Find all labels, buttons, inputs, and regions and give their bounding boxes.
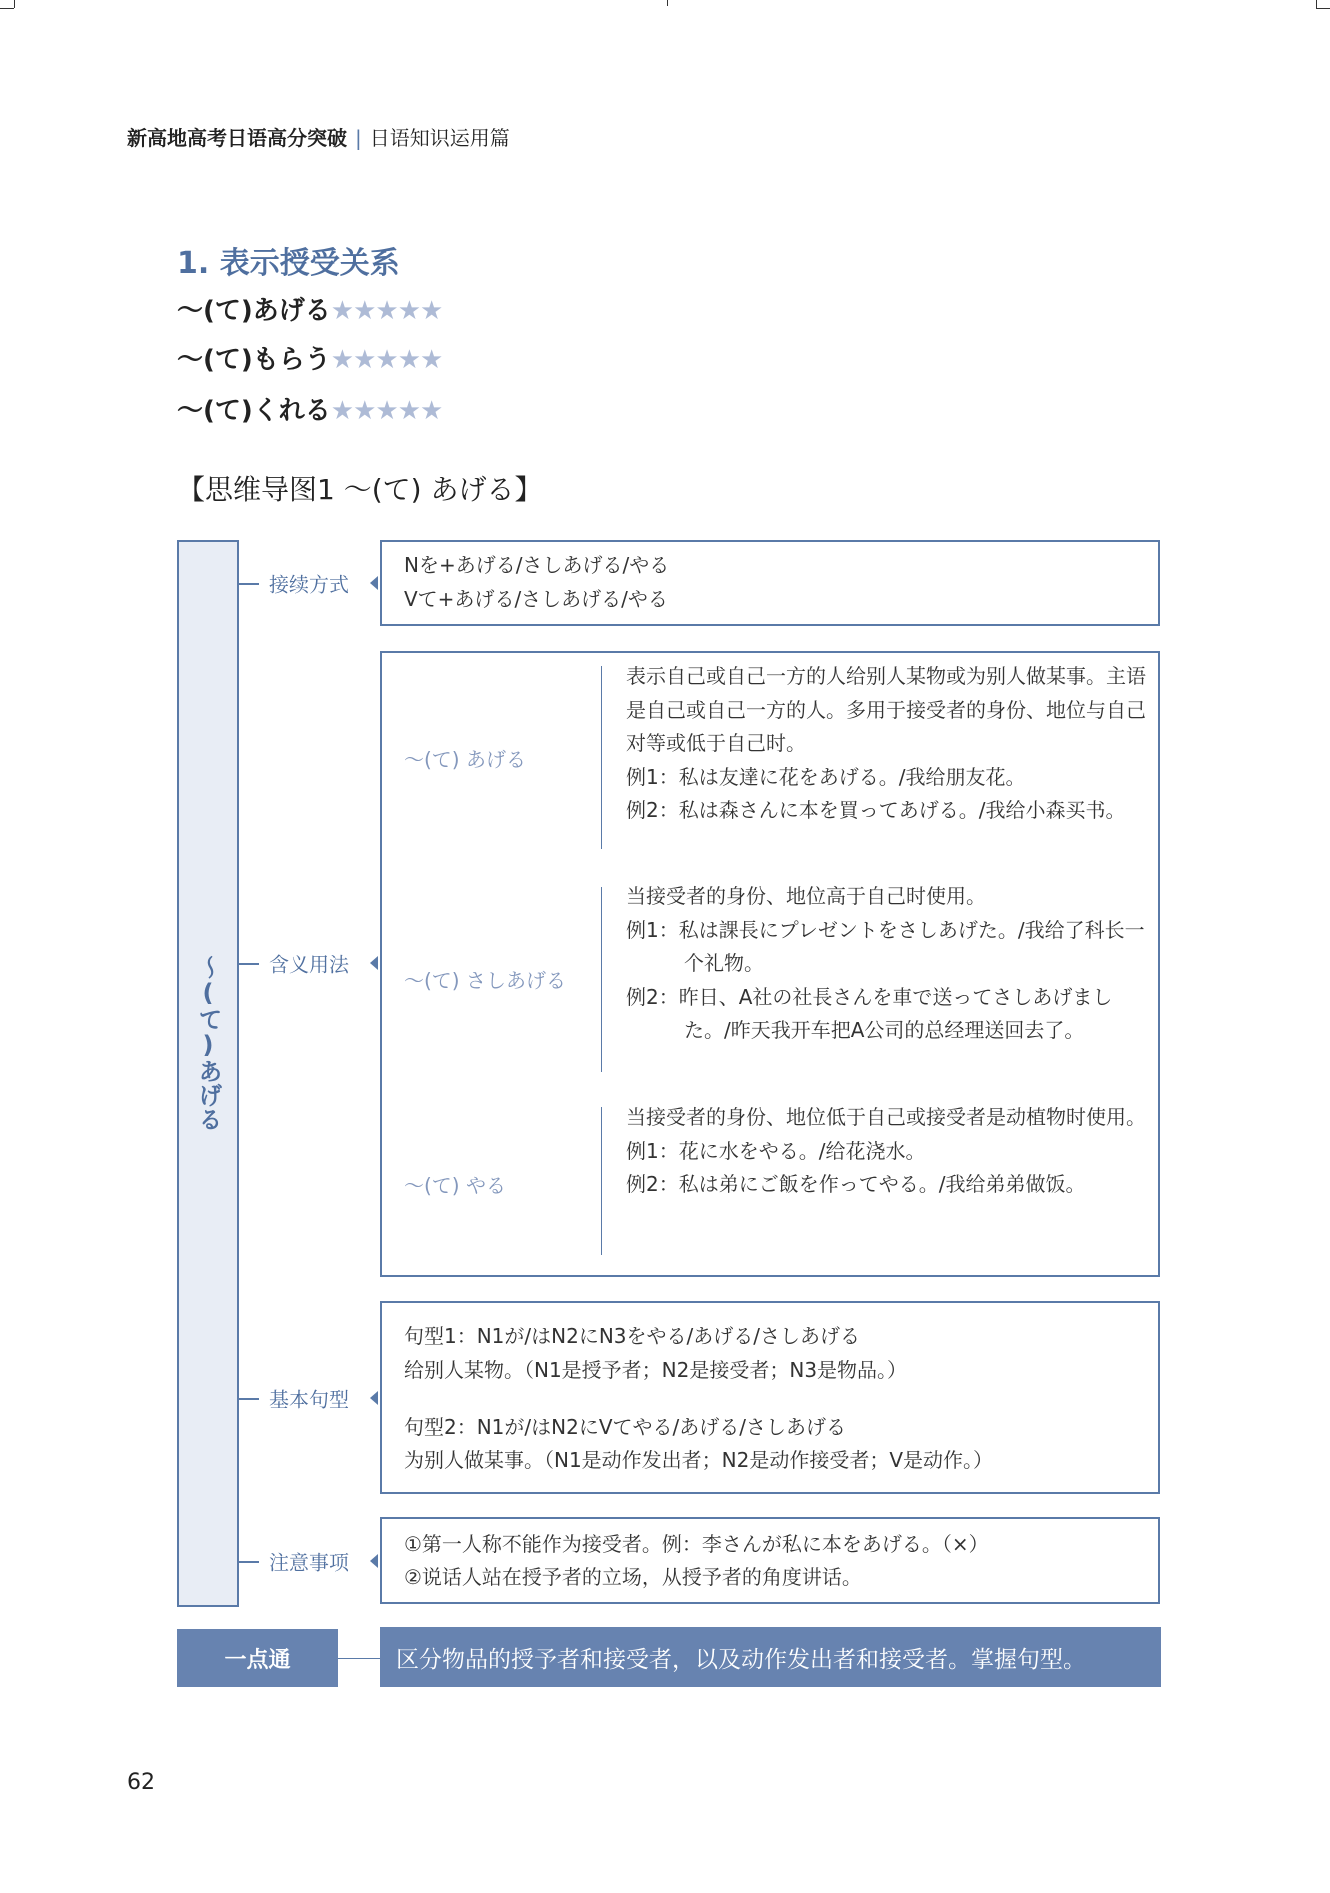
- crop-mark-right-v: [1316, 0, 1317, 8]
- crop-mark-left: [0, 8, 14, 9]
- note-line: ②说话人站在授予者的立场，从授予者的角度讲话。: [404, 1565, 862, 1589]
- grammar-label: ～(て)くれる: [177, 396, 331, 426]
- star-rating: ★★★★★: [330, 296, 443, 326]
- usage-text: 当接受者的身份、地位低于自己或接受者是动植物时使用。: [626, 1105, 1146, 1129]
- crop-mark-left-v: [14, 0, 15, 8]
- divider: [601, 666, 602, 849]
- pattern-line: 句型1：N1が/はN2にN3をやる/あげる/さしあげる: [404, 1324, 860, 1348]
- connection-box: [380, 540, 1160, 626]
- usage-description: [626, 660, 1146, 828]
- notes-box: [380, 1517, 1160, 1604]
- example: 例2：私は弟にご飯を作ってやる。/我给弟弟做饭。: [626, 1172, 1086, 1196]
- grammar-label: ～(て)あげる: [177, 296, 331, 326]
- branch-label-meaning: 含义用法: [269, 952, 349, 977]
- grammar-point: [177, 290, 442, 327]
- example: 例1：私は友達に花をあげる。/我给朋友花。: [626, 764, 1026, 789]
- branch-label-patterns: 基本句型: [269, 1387, 349, 1412]
- grammar-label: ～(て)もらう: [177, 345, 331, 375]
- star-rating: ★★★★★: [330, 345, 443, 375]
- divider: [601, 887, 602, 1072]
- usage-description: [626, 880, 1146, 1048]
- divider: [601, 1107, 602, 1255]
- branch-connector: [239, 1398, 259, 1400]
- arrow-marker-icon: [370, 576, 378, 590]
- header-separator: |: [355, 126, 362, 150]
- tip-label: 一点通: [177, 1629, 338, 1687]
- running-header: [127, 122, 510, 151]
- usage-text: 表示自己或自己一方的人给别人某物或为别人做某事。主语是自己或自己一方的人。多用于接受者的身份、地位与自己对等或低于自己时。: [626, 664, 1146, 755]
- section-title: 1. 表示授受关系: [177, 246, 400, 281]
- pattern-line: 句型2：N1が/はN2にVてやる/あげる/さしあげる: [404, 1415, 846, 1439]
- mind-map-title: 【思维导图1 ～(て) あげる】: [177, 473, 543, 506]
- header-section: 日语知识运用篇: [369, 126, 510, 150]
- example: 例1：花に水をやる。/给花浇水。: [626, 1138, 926, 1163]
- connection-line: Vて+あげる/さしあげる/やる: [404, 587, 668, 611]
- example: 例2：私は森さんに本を買ってあげる。/我给小森买书。: [626, 798, 1126, 822]
- crop-mark-right: [1316, 8, 1330, 9]
- patterns-box: [380, 1301, 1160, 1494]
- arrow-marker-icon: [370, 1391, 378, 1405]
- example: 例1：私は課長にプレゼントをさしあげた。/我给了科长一个礼物。: [626, 917, 1145, 975]
- pattern-line: 给别人某物。（N1是授予者；N2是接受者；N3是物品。）: [404, 1358, 908, 1382]
- arrow-marker-icon: [370, 1554, 378, 1568]
- tip-text: 区分物品的授予者和接受者，以及动作发出者和接受者。掌握句型。: [380, 1627, 1161, 1687]
- arrow-marker-icon: [370, 956, 378, 970]
- usage-description: [626, 1101, 1146, 1202]
- connection-line: Nを+あげる/さしあげる/やる: [404, 553, 670, 577]
- book-title: 新高地高考日语高分突破: [127, 126, 347, 150]
- branch-label-notes: 注意事项: [269, 1550, 349, 1575]
- mind-map-root-label: ～(て)あげる: [194, 955, 222, 1131]
- grammar-point: [177, 390, 442, 427]
- branch-connector: [239, 1561, 259, 1563]
- star-rating: ★★★★★: [330, 396, 443, 426]
- sub-label-sashiageru: ～(て) さしあげる: [404, 968, 566, 993]
- grammar-point: [177, 339, 442, 376]
- pattern-line: 为别人做某事。（N1是动作发出者；N2是动作接受者；V是动作。）: [404, 1448, 994, 1472]
- page-number: 62: [127, 1770, 155, 1795]
- branch-connector: [239, 583, 259, 585]
- note-line: ①第一人称不能作为接受者。例：李さんが私に本をあげる。（×）: [404, 1532, 989, 1556]
- sub-label-ageru: ～(て) あげる: [404, 747, 526, 772]
- branch-label-connection: 接续方式: [269, 572, 349, 597]
- usage-text: 当接受者的身份、地位高于自己时使用。: [626, 884, 986, 908]
- branch-connector: [239, 963, 259, 965]
- sub-label-yaru: ～(て) やる: [404, 1173, 506, 1198]
- crop-mark-center: [667, 0, 668, 6]
- example: 例2：昨日、A社の社長さんを車で送ってさしあげました。/昨天我开车把A公司的总经理送回去了。: [626, 984, 1113, 1042]
- tip-connector: [338, 1658, 380, 1659]
